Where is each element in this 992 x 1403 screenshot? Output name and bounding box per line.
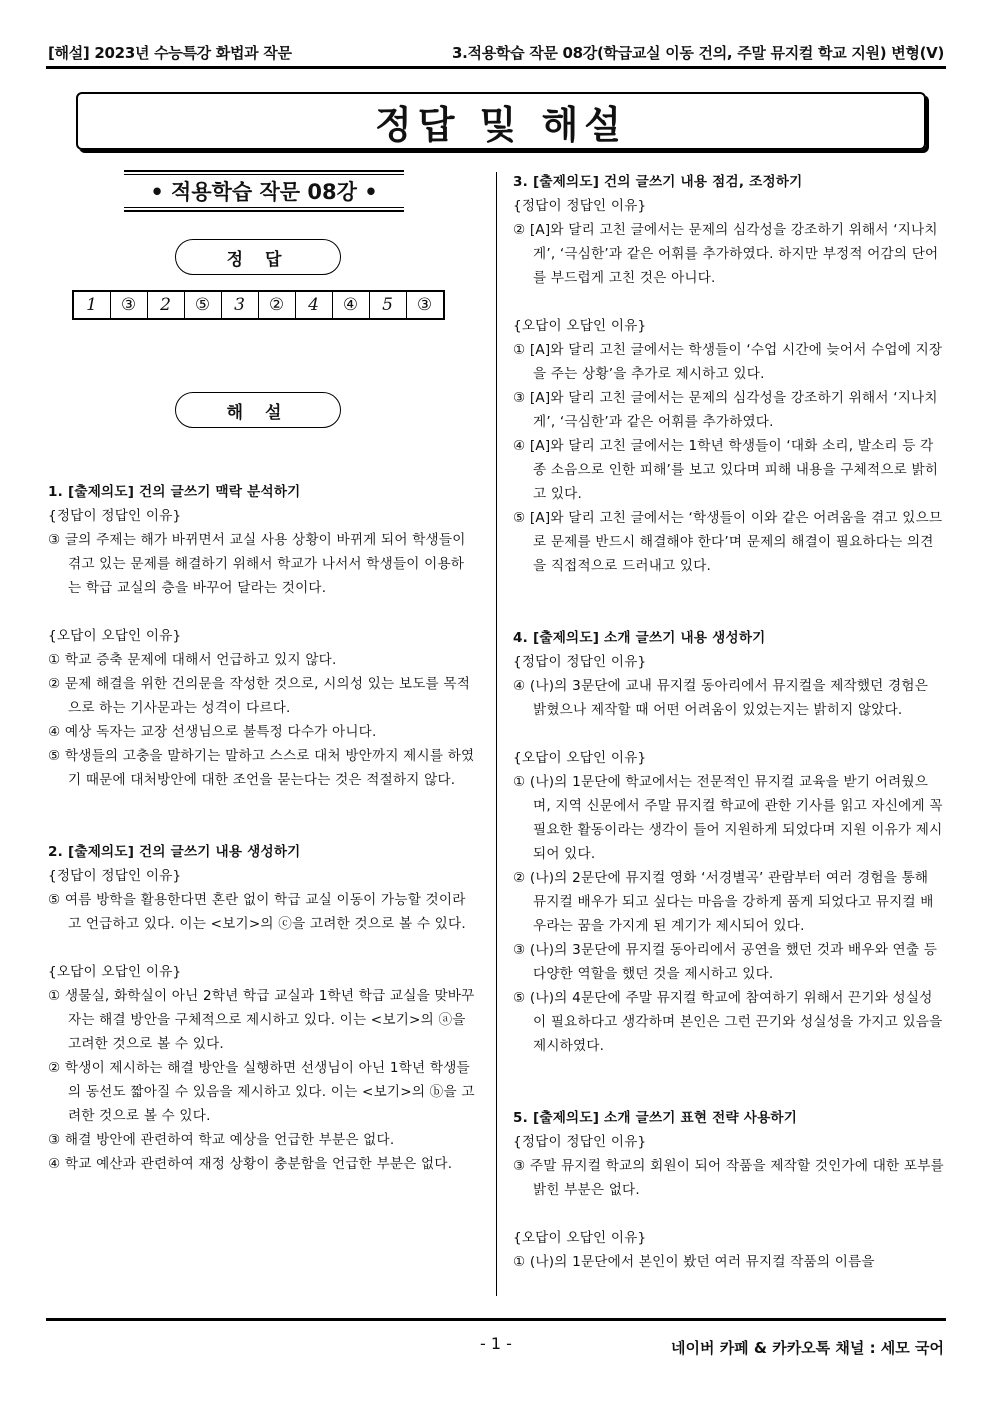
answer-table (72, 290, 445, 320)
question-4 (513, 626, 945, 1058)
answer-num: 4 (295, 291, 332, 319)
wrong-item: ③ (나)의 3문단에 뮤지컬 동아리에서 공연을 했던 것과 배우와 연출 등 다양한 역할을 했던 것을 제시하고 있다. (513, 942, 938, 982)
wrong-label: {오답이 오답인 이유} (513, 318, 647, 334)
wrong-item: ② (나)의 2문단에 뮤지컬 영화 ‘서경별곡’ 관람부터 여러 경험을 통해 뮤지컬 배우가 되고 싶다는 마음을 강하게 품게 되었다고 뮤지컬 배우라는 꿈을 가지게 된 계기가 제시되어 있다. (513, 870, 934, 934)
wrong-item: ① [A]와 달리 고친 글에서는 학생들이 ‘수업 시간에 늦어서 수업에 지장을 주는 상황’을 추가로 제시하고 있다. (513, 342, 943, 382)
correct-item: ③ 주말 뮤지컬 학교의 회원이 되어 작품을 제작할 것인가에 대한 포부를 밝힌 부분은 없다. (513, 1158, 944, 1198)
wrong-label: {오답이 오답인 이유} (513, 1230, 647, 1246)
correct-label: {정답이 정답인 이유} (48, 508, 182, 524)
wrong-item: ④ [A]와 달리 고친 글에서는 1학년 학생들이 ‘대화 소리, 발소리 등 각종 소음으로 인한 피해’를 보고 있다며 피해 내용을 구체적으로 밝히고 있다. (513, 438, 939, 502)
correct-item: ③ 글의 주제는 해가 바뀌면서 교실 사용 상황이 바뀌게 되어 학생들이 겪고 있는 문제를 해결하기 위해서 학교가 나서서 학생들이 이용하는 학급 교실의 층을 바꾸어 달라는 것이다. (48, 532, 466, 596)
wrong-item: ③ 해결 방안에 관련하여 학교 예상을 언급한 부분은 없다. (48, 1132, 395, 1148)
question-title: 2. [출제의도] 건의 글쓰기 내용 생성하기 (48, 844, 301, 860)
correct-label: {정답이 정답인 이유} (513, 198, 647, 214)
wrong-label: {오답이 오답인 이유} (48, 964, 182, 980)
wrong-item: ⑤ [A]와 달리 고친 글에서는 ‘학생들이 이와 같은 어려움을 겪고 있으므로 문제를 반드시 해결해야 한다’며 문제의 해결이 필요하다는 의견을 직접적으로 드러내고 있다. (513, 510, 943, 574)
wrong-item: ② 학생이 제시하는 해결 방안을 실행하면 선생님이 아닌 1학년 학생들의 동선도 짧아질 수 있음을 제시하고 있다. 이는 <보기>의 ⓑ을 고려한 것으로 볼 수 있다. (48, 1060, 475, 1124)
answer-num: 5 (369, 291, 406, 319)
answer-value: ③ (110, 291, 147, 319)
question-1 (48, 480, 476, 792)
correct-item: ② [A]와 달리 고친 글에서는 문제의 심각성을 강조하기 위해서 ‘지나치게’, ‘극심한’과 같은 어휘를 추가하였다. 하지만 부정적 어감의 단어를 부드럽게 고친 것은 아니다. (513, 222, 939, 286)
question-2 (48, 840, 476, 1176)
question-title: 1. [출제의도] 건의 글쓰기 맥락 분석하기 (48, 484, 301, 500)
correct-label: {정답이 정답인 이유} (513, 654, 647, 670)
wrong-item: ① (나)의 1문단에서 본인이 봤던 여러 뮤지컬 작품의 이름을 (513, 1254, 875, 1270)
answer-value: ② (258, 291, 295, 319)
wrong-label: {오답이 오답인 이유} (48, 628, 182, 644)
header-left: [해설] 2023년 수능특강 화법과 작문 (48, 44, 292, 62)
question-3 (513, 170, 945, 578)
question-title: 5. [출제의도] 소개 글쓰기 표현 전략 사용하기 (513, 1110, 798, 1126)
answer-num: 2 (147, 291, 184, 319)
correct-item: ④ (나)의 3문단에 교내 뮤지컬 동아리에서 뮤지컬을 제작했던 경험은 밝혔으나 제작할 때 어떤 어려움이 있었는지는 밝히지 않았다. (513, 678, 929, 718)
wrong-item: ③ [A]와 달리 고친 글에서는 문제의 심각성을 강조하기 위해서 ‘지나치게’, ‘극심한’과 같은 어휘를 추가하였다. (513, 390, 938, 430)
footer-rule (46, 1318, 946, 1321)
answer-num: 1 (73, 291, 111, 319)
question-title: 4. [출제의도] 소개 글쓰기 내용 생성하기 (513, 630, 766, 646)
wrong-label: {오답이 오답인 이유} (513, 750, 647, 766)
wrong-item: ⑤ (나)의 4문단에 주말 뮤지컬 학교에 참여하기 위해서 끈기와 성실성이 필요하다고 생각하며 본인은 그런 끈기와 성실성을 가지고 있음을 제시하였다. (513, 990, 943, 1054)
answer-num: 3 (221, 291, 258, 319)
question-title: 3. [출제의도] 건의 글쓰기 내용 점검, 조정하기 (513, 174, 803, 190)
header-rule (46, 66, 946, 69)
column-divider (496, 172, 497, 1296)
correct-label: {정답이 정답인 이유} (513, 1134, 647, 1150)
wrong-item: ② 문제 해결을 위한 건의문을 작성한 것으로, 시의성 있는 보도를 목적으로 하는 기사문과는 성격이 다르다. (48, 676, 471, 716)
wrong-item: ⑤ 학생들의 고충을 말하기는 말하고 스스로 대처 방안까지 제시를 하였기 때문에 대처방안에 대한 조언을 묻는다는 것은 적절하지 않다. (48, 748, 475, 788)
answer-value: ④ (332, 291, 369, 319)
header-right: 3.적용학습 작문 08강(학급교실 이동 건의, 주말 뮤지컬 학교 지원) 변형(V) (452, 44, 944, 62)
correct-item: ⑤ 여름 방학을 활용한다면 혼란 없이 학급 교실 이동이 가능할 것이라고 언급하고 있다. 이는 <보기>의 ⓒ을 고려한 것으로 볼 수 있다. (48, 892, 466, 932)
left-column (48, 170, 476, 1176)
wrong-item: ① 학교 증축 문제에 대해서 언급하고 있지 않다. (48, 652, 337, 668)
wrong-item: ① 생물실, 화학실이 아닌 2학년 학급 교실과 1학년 학급 교실을 맞바꾸자는 해결 방안을 구체적으로 제시하고 있다. 이는 <보기>의 ⓐ을 고려한 것으로 볼 수 있다. (48, 988, 475, 1052)
wrong-item: ④ 예상 독자는 교장 선생님으로 불특정 다수가 아니다. (48, 724, 377, 740)
explain-label: 해 설 (175, 392, 341, 428)
section-title: • 적용학습 작문 08강 • (124, 170, 404, 212)
correct-label: {정답이 정답인 이유} (48, 868, 182, 884)
question-5 (513, 1106, 945, 1274)
page-number: - 1 - (480, 1334, 512, 1353)
footer-channel: 네이버 카페 & 카카오톡 채널 : 세모 국어 (671, 1339, 944, 1357)
answer-label: 정 답 (175, 239, 341, 275)
wrong-item: ④ 학교 예산과 관련하여 재정 상황이 충분함을 언급한 부분은 없다. (48, 1156, 453, 1172)
page-title: 정답 및 해설 (76, 92, 926, 150)
answer-value: ③ (406, 291, 444, 319)
answer-value: ⑤ (184, 291, 221, 319)
wrong-item: ① (나)의 1문단에 학교에서는 전문적인 뮤지컬 교육을 받기 어려웠으며, 지역 신문에서 주말 뮤지컬 학교에 관한 기사를 읽고 자신에게 꼭 필요한 활동이라는 생각이 들어 지원하게 되었다며 지원 이유가 제시되어 있다. (513, 774, 943, 862)
right-column (513, 170, 945, 1274)
